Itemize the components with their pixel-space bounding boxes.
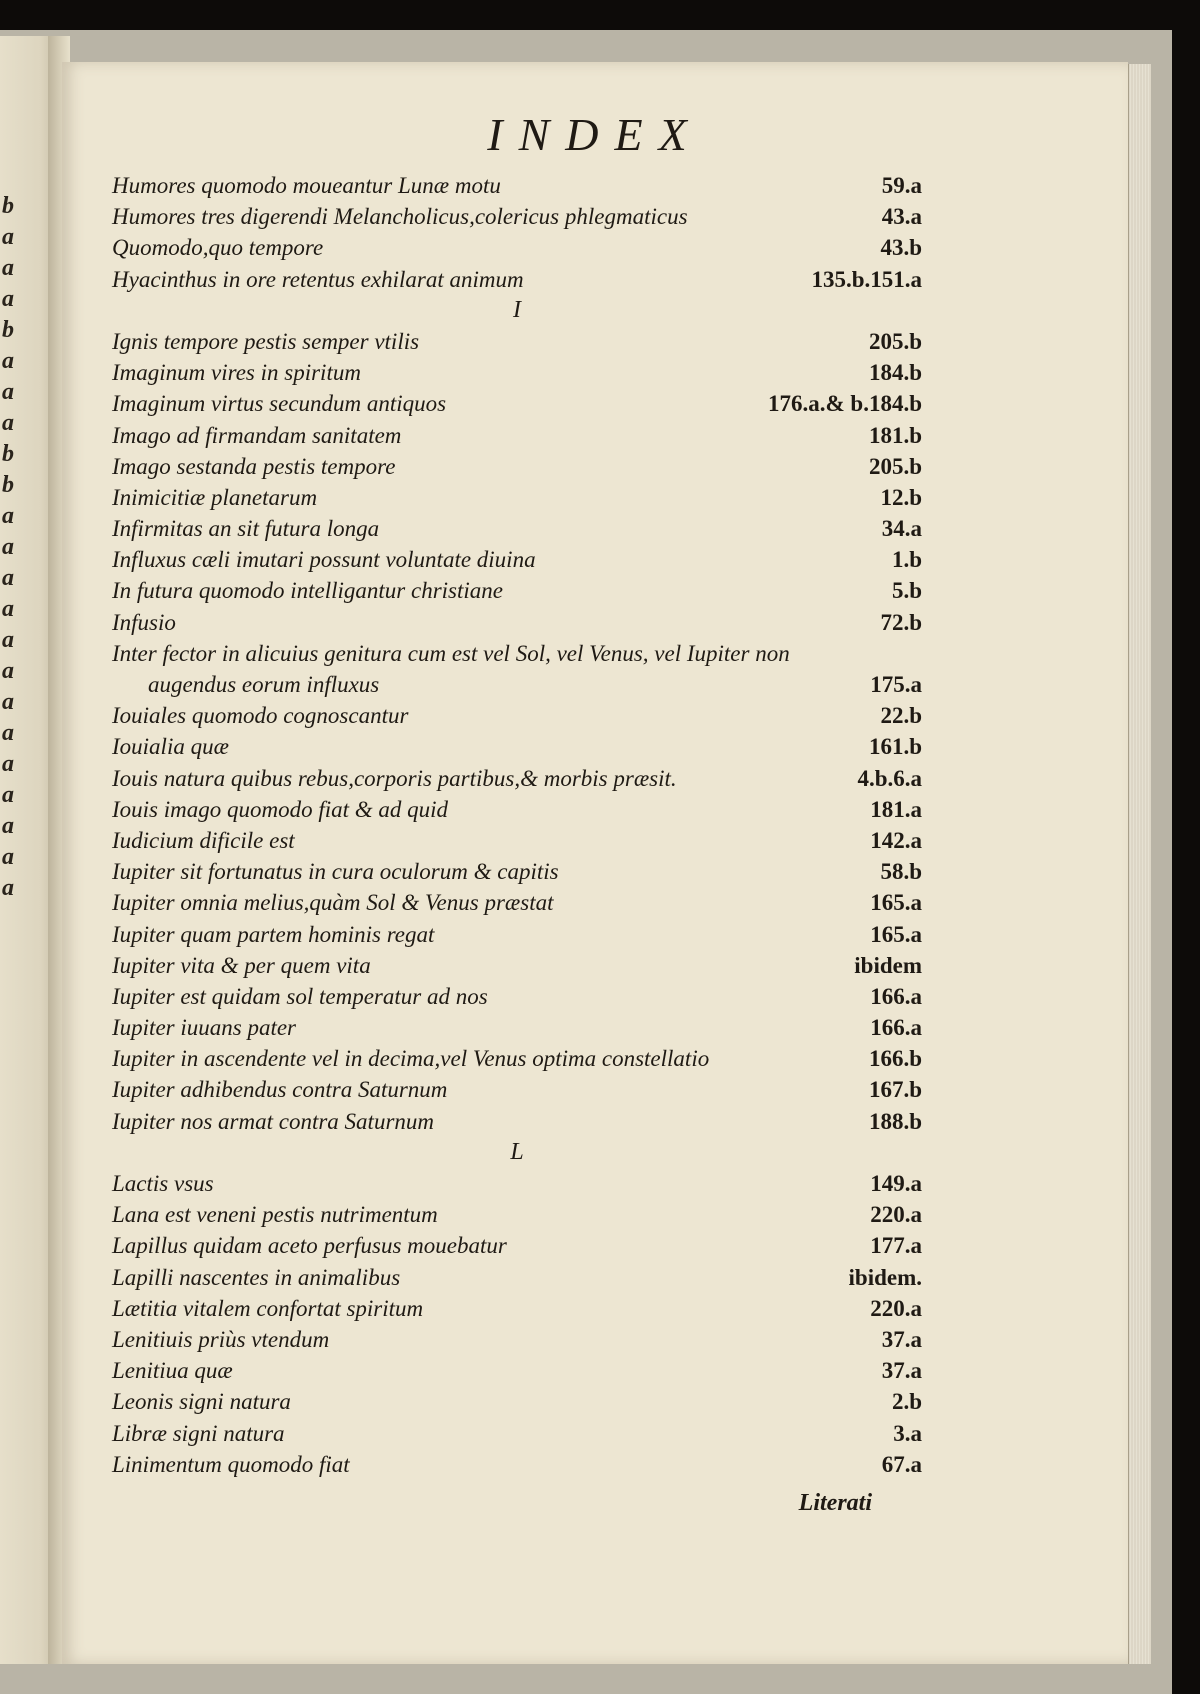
index-entry	[112, 1293, 922, 1324]
index-entry	[112, 700, 922, 731]
entry-term: Imaginum vires in spiritum	[112, 360, 361, 386]
entry-page-ref: 177.a	[870, 1233, 922, 1259]
index-entry	[112, 1262, 922, 1293]
index-entry	[112, 763, 922, 794]
entry-term: Iouis imago quomodo fiat & ad quid	[112, 796, 449, 822]
entry-term: Iupiter in ascendente vel in decima,vel Venus optima constellatio	[112, 1046, 710, 1072]
entry-term: Iouis natura quibus rebus,corporis partibus,& morbis præsit.	[112, 765, 677, 791]
index-entry	[112, 731, 922, 762]
entry-term: Lætitia vitalem confortat spiritum	[112, 1295, 424, 1321]
index-entry	[112, 1324, 922, 1355]
index-entry	[112, 607, 922, 638]
entry-page-ref: 181.a	[870, 796, 922, 822]
entry-term: Inter fector in alicuius genitura cum est vel Sol, vel Venus, vel Iupiter non	[112, 640, 790, 666]
section-letter-label: L	[510, 1138, 524, 1165]
index-entry	[112, 232, 922, 263]
entry-term: Imago ad firmandam sanitatem	[112, 422, 402, 448]
entry-term: Iupiter nos armat contra Saturnum	[112, 1108, 434, 1134]
entry-term: Hyacinthus in ore retentus exhilarat animum	[112, 266, 524, 292]
entry-term: Iouialia quæ	[112, 734, 229, 760]
section-letter	[112, 295, 922, 326]
entry-page-ref: 22.b	[880, 703, 922, 729]
left-page-letter: a	[2, 565, 14, 591]
entry-term: Imago sestanda pestis tempore	[112, 453, 396, 479]
section-letter	[112, 1137, 922, 1168]
index-entry	[112, 981, 922, 1012]
index-entry	[112, 919, 922, 950]
left-page-letter: a	[2, 627, 14, 653]
index-entry	[112, 638, 922, 669]
left-page-letter: a	[2, 658, 14, 684]
entry-page-ref: 37.a	[881, 1358, 922, 1384]
entry-page-ref: 165.a	[870, 921, 922, 947]
entry-page-ref: 135.b.151.a	[811, 266, 922, 292]
page-edges	[1128, 64, 1151, 1664]
entry-term: Libræ signi natura	[112, 1420, 285, 1446]
index-entry	[112, 950, 922, 981]
index-entry	[112, 1449, 922, 1480]
left-page-letter: b	[2, 193, 14, 219]
index-entry	[112, 1168, 922, 1199]
index-entry	[112, 170, 922, 201]
entry-page-ref: 67.a	[881, 1451, 922, 1477]
left-page-letter: a	[2, 348, 14, 374]
entry-page-ref: 2.b	[891, 1389, 922, 1415]
left-page-letter: a	[2, 782, 14, 808]
entry-page-ref: 166.a	[870, 983, 922, 1009]
left-page-letter: a	[2, 689, 14, 715]
entry-term: Leonis signi natura	[112, 1389, 291, 1415]
entry-term: Iupiter adhibendus contra Saturnum	[112, 1077, 448, 1103]
left-page-letter: a	[2, 503, 14, 529]
entry-page-ref: 184.b	[868, 360, 922, 386]
entry-page-ref: 175.a	[870, 672, 922, 697]
index-entry	[112, 575, 922, 606]
entry-page-ref: 167.b	[868, 1077, 922, 1103]
left-page-letter: a	[2, 813, 14, 839]
entry-page-ref: 12.b	[880, 484, 922, 510]
entry-term: Humores tres digerendi Melancholicus,colericus phlegmaticus	[112, 204, 688, 230]
entry-page-ref: 188.b	[868, 1108, 922, 1134]
entry-term: Iupiter est quidam sol temperatur ad nos	[112, 983, 488, 1009]
entry-term: Iupiter quam partem hominis regat	[112, 921, 435, 947]
index-entry	[112, 201, 922, 232]
entry-page-ref: 59.a	[881, 173, 922, 198]
left-page-letter: b	[2, 472, 14, 498]
entry-term: Iupiter vita & per quem vita	[112, 952, 371, 978]
entry-page-ref: ibidem.	[848, 1264, 922, 1290]
index-entry	[112, 1418, 922, 1449]
entry-page-ref: 5.b	[891, 578, 922, 604]
index-entry	[112, 887, 922, 918]
entry-page-ref: 43.a	[881, 204, 922, 230]
index-entry	[112, 388, 922, 419]
left-page-letter: a	[2, 844, 14, 870]
index-entry	[112, 357, 922, 388]
entry-page-ref: 43.b	[880, 235, 922, 261]
index-entries	[112, 170, 922, 1480]
entry-page-ref: 58.b	[880, 859, 922, 885]
entry-term: Lenitiua quæ	[112, 1358, 233, 1384]
index-entry	[112, 856, 922, 887]
entry-term: augendus eorum influxus	[148, 672, 380, 697]
entry-page-ref: 176.a.& b.184.b	[768, 391, 922, 417]
entry-page-ref: 161.b	[868, 734, 922, 760]
entry-term: Linimentum quomodo fiat	[112, 1451, 350, 1477]
index-entry	[112, 482, 922, 513]
entry-page-ref: 166.b	[868, 1046, 922, 1072]
entry-term: Infirmitas an sit futura longa	[112, 516, 380, 542]
entry-term: Iouiales quomodo cognoscantur	[112, 703, 409, 729]
entry-page-ref: 72.b	[880, 609, 922, 635]
left-page-letter: a	[2, 286, 14, 312]
index-entry	[112, 794, 922, 825]
entry-page-ref: 205.b	[868, 328, 922, 354]
left-page-letter: a	[2, 751, 14, 777]
index-entry	[112, 1074, 922, 1105]
entry-page-ref: 4.b.6.a	[857, 765, 922, 791]
entry-term: Iupiter iuuans pater	[112, 1015, 296, 1041]
index-entry	[112, 669, 922, 700]
left-page-letter: a	[2, 720, 14, 746]
left-page-letter: a	[2, 379, 14, 405]
entry-page-ref: 34.a	[881, 516, 922, 542]
left-page-letter: a	[2, 534, 14, 560]
entry-term: Quomodo,quo tempore	[112, 235, 324, 261]
left-page-letter: a	[2, 224, 14, 250]
entry-term: Lapillus quidam aceto perfusus mouebatur	[112, 1233, 507, 1259]
entry-term: Humores quomodo moueantur Lunæ motu	[112, 173, 501, 198]
entry-term: Inimicitiæ planetarum	[112, 484, 318, 510]
entry-term: Iudicium dificile est	[112, 827, 295, 853]
entry-page-ref: 149.a	[870, 1171, 922, 1196]
index-entry	[112, 1043, 922, 1074]
entry-term: Infusio	[112, 609, 176, 635]
index-entry	[112, 420, 922, 451]
entry-term: Lana est veneni pestis nutrimentum	[112, 1202, 438, 1228]
entry-term: Influxus cæli imutari possunt voluntate diuina	[112, 547, 536, 573]
index-entry	[112, 451, 922, 482]
entry-term: Iupiter sit fortunatus in cura oculorum & capitis	[112, 859, 559, 885]
page-header: INDEX	[487, 109, 703, 160]
index-entry	[112, 1012, 922, 1043]
left-page-letters	[2, 191, 14, 904]
entry-page-ref: 1.b	[891, 547, 922, 573]
entry-page-ref: 220.a	[870, 1202, 922, 1228]
entry-page-ref: 37.a	[881, 1326, 922, 1352]
entry-page-ref: 3.a	[893, 1420, 922, 1446]
left-page-letter: b	[2, 441, 14, 467]
entry-term: In futura quomodo intelligantur christiane	[112, 578, 503, 604]
index-entry	[112, 1106, 922, 1137]
entry-term: Lapilli nascentes in animalibus	[112, 1264, 401, 1290]
index-entry	[112, 544, 922, 575]
entry-term: Iupiter omnia melius,quàm Sol & Venus præstat	[112, 890, 554, 916]
entry-page-ref: 220.a	[870, 1295, 922, 1321]
entry-term: Ignis tempore pestis semper vtilis	[112, 328, 420, 354]
index-entry	[112, 1386, 922, 1417]
left-page-letter: b	[2, 317, 14, 343]
index-entry	[112, 264, 922, 295]
entry-page-ref: 165.a	[870, 890, 922, 916]
entry-page-ref: 205.b	[868, 453, 922, 479]
entry-page-ref: ibidem	[854, 952, 922, 978]
section-letter-label: I	[513, 296, 521, 323]
index-entry	[112, 825, 922, 856]
index-entry	[112, 1355, 922, 1386]
entry-page-ref: 166.a	[870, 1015, 922, 1041]
entry-page-ref: 142.a	[870, 827, 922, 853]
entry-term: Lenitiuis priùs vtendum	[112, 1326, 330, 1352]
index-entry	[112, 1230, 922, 1261]
left-page-letter: a	[2, 875, 14, 901]
index-entry	[112, 326, 922, 357]
entry-term: Imaginum virtus secundum antiquos	[112, 391, 447, 417]
left-page-letter: a	[2, 410, 14, 436]
index-entry	[112, 1199, 922, 1230]
left-page-letter: a	[2, 255, 14, 281]
entry-page-ref: 181.b	[868, 422, 922, 448]
catchword: Literati	[798, 1490, 872, 1516]
index-entry	[112, 513, 922, 544]
entry-term: Lactis vsus	[112, 1171, 214, 1196]
left-page-letter: a	[2, 596, 14, 622]
